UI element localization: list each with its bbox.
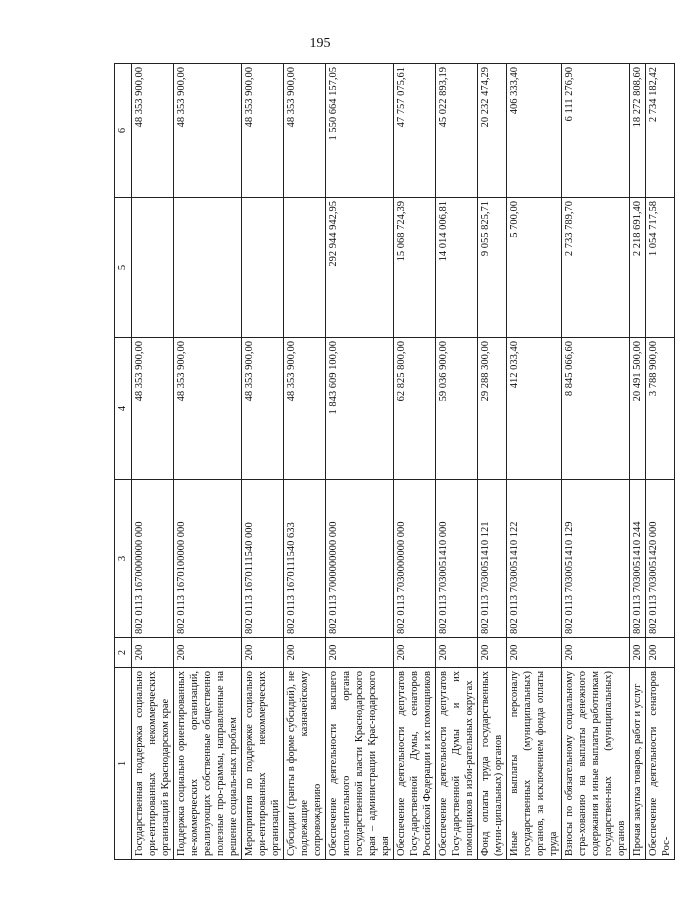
table-row — [630, 64, 646, 860]
row-name-cell: Фонд оплаты труда государственных (муни-ципальных) органов — [478, 668, 507, 860]
page-number: 195 — [309, 36, 331, 51]
row-approved-amount-cell: 62 825 800,00 — [394, 338, 436, 480]
row-classification-code-cell: 802 0113 7030051410 000 — [436, 480, 478, 638]
table-row — [284, 64, 326, 860]
row-name-cell: Обеспечение деятельности сенаторов Рос- — [646, 668, 675, 860]
row-name-cell: Иные выплаты персоналу государственных (муниципальных) органов, за исключением фонда оплаты труда — [507, 668, 562, 860]
row-name-cell: Обеспечение деятельности депутатов Госу-дарственной Думы и их помощников в изби-рательных округах — [436, 668, 478, 860]
row-name-cell: Прочая закупка товаров, работ и услуг — [630, 668, 646, 860]
row-executed-amount-cell: 15 068 724,39 — [394, 198, 436, 338]
row-executed-amount-cell: 14 014 006,81 — [436, 198, 478, 338]
row-remaining-amount-cell: 45 022 893,19 — [436, 64, 478, 198]
column-header: 4 — [115, 338, 132, 480]
row-line-code-cell: 200 — [646, 638, 675, 668]
row-remaining-amount-cell: 20 232 474,29 — [478, 64, 507, 198]
table-row — [174, 64, 242, 860]
row-line-code-cell: 200 — [630, 638, 646, 668]
row-executed-amount-cell: 2 733 789,70 — [562, 198, 630, 338]
row-remaining-amount-cell: 48 353 900,00 — [284, 64, 326, 198]
row-remaining-amount-cell: 1 550 664 157,05 — [326, 64, 394, 198]
row-remaining-amount-cell: 406 333,40 — [507, 64, 562, 198]
row-executed-amount-cell — [174, 198, 242, 338]
row-approved-amount-cell: 48 353 900,00 — [132, 338, 174, 480]
column-header: 2 — [115, 638, 132, 668]
row-classification-code-cell: 802 0113 7030051420 000 — [646, 480, 675, 638]
row-executed-amount-cell: 2 218 691,40 — [630, 198, 646, 338]
row-approved-amount-cell: 3 788 900,00 — [646, 338, 675, 480]
row-classification-code-cell: 802 0113 1670000000 000 — [132, 480, 174, 638]
row-name-cell: Субсидии (гранты в форме субсидий), не подлежащие казначейскому сопровождению — [284, 668, 326, 860]
rotated-table-area — [114, 64, 672, 860]
row-line-code-cell: 200 — [326, 638, 394, 668]
table-row — [646, 64, 675, 860]
table-header-row — [115, 64, 132, 860]
row-name-cell: Поддержка социально ориентированных не-коммерческих организаций, реализующих собственные общественно полезные про-граммы, направленные на решение социаль-ных проблем — [174, 668, 242, 860]
budget-table — [114, 63, 675, 860]
row-remaining-amount-cell: 18 272 808,60 — [630, 64, 646, 198]
row-approved-amount-cell: 59 036 900,00 — [436, 338, 478, 480]
row-executed-amount-cell — [132, 198, 174, 338]
column-header: 3 — [115, 480, 132, 638]
row-approved-amount-cell: 48 353 900,00 — [242, 338, 284, 480]
table-body — [132, 64, 675, 860]
table-row — [242, 64, 284, 860]
table-wrap — [114, 64, 672, 860]
row-line-code-cell: 200 — [436, 638, 478, 668]
table-row — [326, 64, 394, 860]
row-remaining-amount-cell: 48 353 900,00 — [174, 64, 242, 198]
column-header: 1 — [115, 668, 132, 860]
row-line-code-cell: 200 — [284, 638, 326, 668]
row-classification-code-cell: 802 0113 7000000000 000 — [326, 480, 394, 638]
row-approved-amount-cell: 412 033,40 — [507, 338, 562, 480]
row-approved-amount-cell: 29 288 300,00 — [478, 338, 507, 480]
row-classification-code-cell: 802 0113 7030051410 121 — [478, 480, 507, 638]
row-remaining-amount-cell: 47 757 075,61 — [394, 64, 436, 198]
row-line-code-cell: 200 — [562, 638, 630, 668]
row-remaining-amount-cell: 48 353 900,00 — [132, 64, 174, 198]
table-row — [562, 64, 630, 860]
row-classification-code-cell: 802 0113 1670111540 633 — [284, 480, 326, 638]
row-line-code-cell: 200 — [507, 638, 562, 668]
row-line-code-cell: 200 — [478, 638, 507, 668]
row-name-cell: Взносы по обязательному социальному стра-хованию на выплаты денежного содержания и иные выплаты работникам государствен-ных (муниципальных) органов — [562, 668, 630, 860]
row-classification-code-cell: 802 0113 1670111540 000 — [242, 480, 284, 638]
row-approved-amount-cell: 48 353 900,00 — [174, 338, 242, 480]
row-classification-code-cell: 802 0113 1670100000 000 — [174, 480, 242, 638]
row-line-code-cell: 200 — [174, 638, 242, 668]
row-classification-code-cell: 802 0113 7030000000 000 — [394, 480, 436, 638]
column-header: 6 — [115, 64, 132, 198]
row-executed-amount-cell: 9 055 825,71 — [478, 198, 507, 338]
row-executed-amount-cell: 5 700,00 — [507, 198, 562, 338]
row-remaining-amount-cell: 6 111 276,90 — [562, 64, 630, 198]
table-row — [436, 64, 478, 860]
row-approved-amount-cell: 8 845 066,60 — [562, 338, 630, 480]
row-remaining-amount-cell: 48 353 900,00 — [242, 64, 284, 198]
column-header: 5 — [115, 198, 132, 338]
row-executed-amount-cell — [242, 198, 284, 338]
row-approved-amount-cell: 48 353 900,00 — [284, 338, 326, 480]
table-row — [394, 64, 436, 860]
row-line-code-cell: 200 — [394, 638, 436, 668]
row-approved-amount-cell: 20 491 500,00 — [630, 338, 646, 480]
table-row — [507, 64, 562, 860]
row-executed-amount-cell — [284, 198, 326, 338]
row-approved-amount-cell: 1 843 609 100,00 — [326, 338, 394, 480]
row-name-cell: Мероприятия по поддержке социально ори-ентированных некоммерческих организаций — [242, 668, 284, 860]
row-line-code-cell: 200 — [132, 638, 174, 668]
row-executed-amount-cell: 292 944 942,95 — [326, 198, 394, 338]
row-remaining-amount-cell: 2 734 182,42 — [646, 64, 675, 198]
row-name-cell: Обеспечение деятельности депутатов Госу-дарственной Думы, сенаторов Российской Федерации и их помощников — [394, 668, 436, 860]
row-classification-code-cell: 802 0113 7030051410 122 — [507, 480, 562, 638]
table-row — [478, 64, 507, 860]
row-classification-code-cell: 802 0113 7030051410 244 — [630, 480, 646, 638]
row-classification-code-cell: 802 0113 7030051410 129 — [562, 480, 630, 638]
row-name-cell: Обеспечение деятельности высшего испол-нительного органа государственной власти Краснодарского края – администрации Крас-нодарского края — [326, 668, 394, 860]
row-line-code-cell: 200 — [242, 638, 284, 668]
row-name-cell: Государственная поддержка социально ори-ентированных некоммерческих организаций в Краснодарском крае — [132, 668, 174, 860]
table-row — [132, 64, 174, 860]
row-executed-amount-cell: 1 054 717,58 — [646, 198, 675, 338]
